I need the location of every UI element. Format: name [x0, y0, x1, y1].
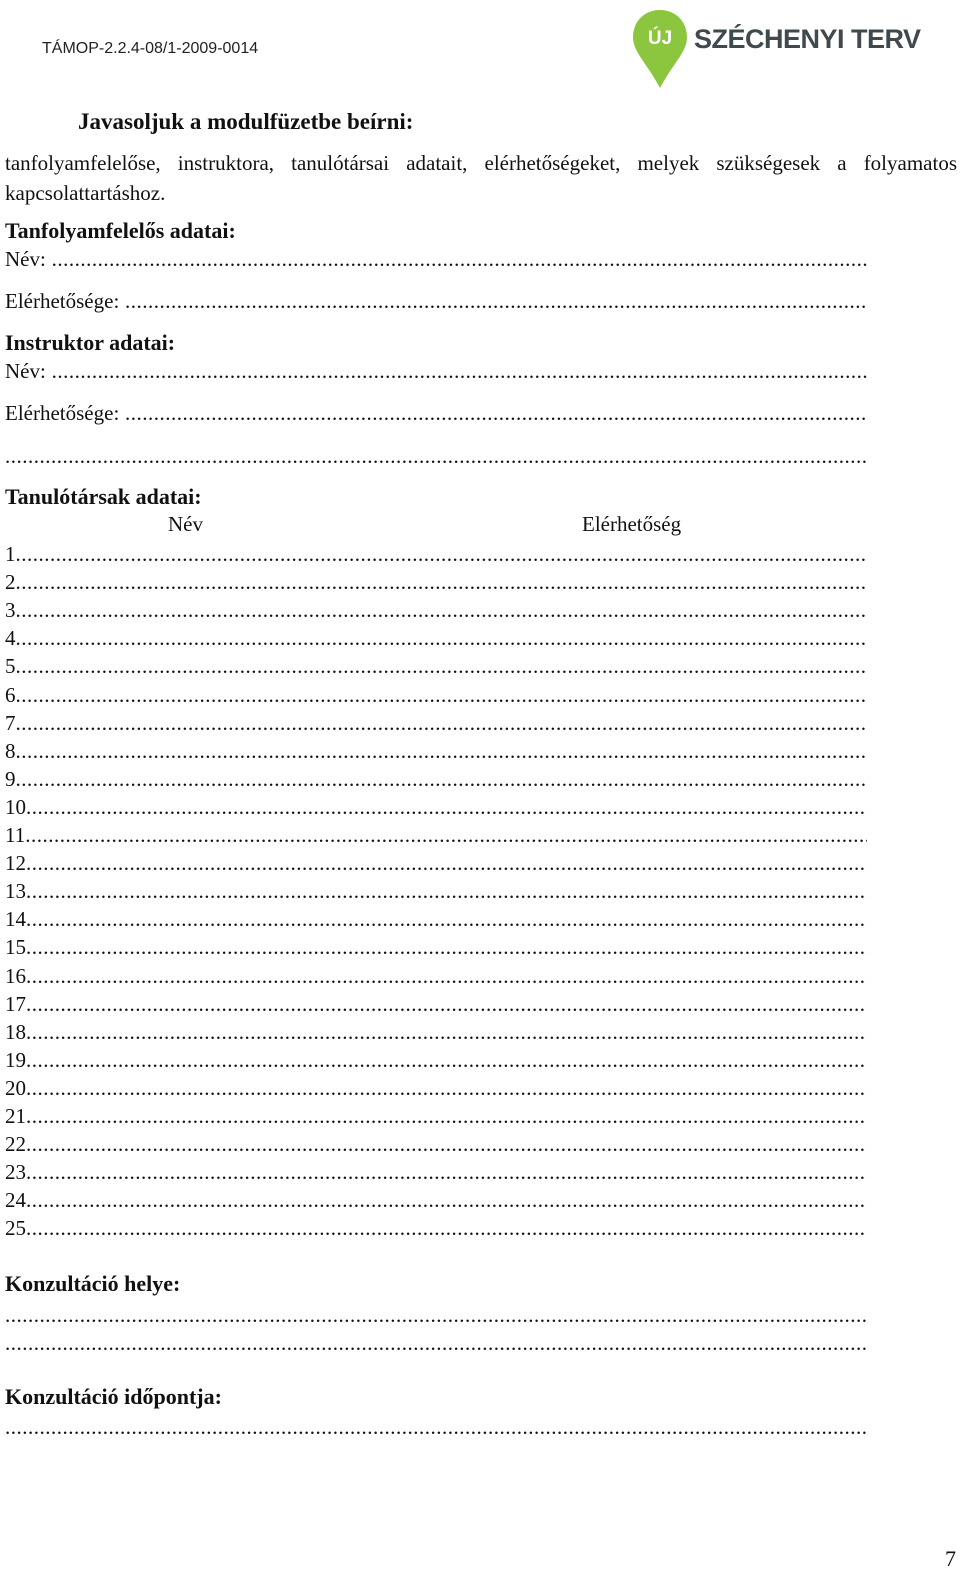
classmate-row[interactable] [5, 906, 867, 932]
classmate-row[interactable] [5, 597, 867, 623]
project-code: TÁMOP-2.2.4-08/1-2009-0014 [42, 40, 259, 57]
classmate-row[interactable] [5, 1215, 867, 1241]
consultation-place-heading: Konzultáció helye: [5, 1271, 181, 1296]
course-leader-name-field[interactable] [5, 246, 867, 272]
row-number: 3 [5, 598, 16, 623]
logo-text: SZÉCHENYI TERV [694, 24, 921, 54]
row-number: 2 [5, 570, 16, 595]
consultation-place-field-2[interactable] [5, 1330, 867, 1356]
instructor-name-field[interactable] [5, 358, 867, 384]
classmate-row[interactable] [5, 794, 867, 820]
instructor-contact-field[interactable] [5, 400, 867, 426]
classmate-row[interactable] [5, 963, 867, 989]
classmate-row[interactable] [5, 1103, 867, 1129]
row-number: 10 [5, 794, 26, 819]
classmate-row[interactable] [5, 653, 867, 679]
row-number: 1 [5, 542, 16, 566]
row-number: 20 [5, 1075, 26, 1100]
classmates-heading: Tanulótársak adatai: [5, 484, 202, 509]
row-number: 7 [5, 710, 16, 735]
consultation-time-field[interactable] [5, 1414, 867, 1440]
row-number: 23 [5, 1160, 26, 1185]
map-pin-icon [630, 8, 690, 92]
row-number: 11 [5, 823, 26, 847]
row-number: 12 [5, 851, 26, 876]
row-number: 9 [5, 766, 16, 791]
row-number: 13 [5, 879, 26, 904]
course-leader-contact-field[interactable] [5, 288, 867, 314]
row-number: 16 [5, 963, 26, 988]
row-number: 15 [5, 935, 26, 960]
row-number: 4 [5, 626, 16, 651]
intro-paragraph: tanfolyamfelelőse, instruktora, tanulótársai adatait, elérhetőségeket, melyek szükségesek a folyamatos kapcsolattartáshoz. [5, 151, 957, 205]
classmate-row[interactable] [5, 1075, 867, 1101]
instructor-contact-extra-field[interactable] [5, 443, 867, 469]
classmate-row[interactable] [5, 1047, 867, 1073]
contact-label: Elérhetősége: [5, 401, 120, 425]
page-title: Javasoljuk a modulfüzetbe beírni: [78, 109, 414, 134]
col-name-header: Név [168, 512, 203, 536]
classmate-row[interactable] [5, 541, 867, 567]
classmate-row[interactable] [5, 1159, 867, 1185]
logo-pin-text: ÚJ [647, 28, 673, 49]
name-label: Név: [5, 359, 46, 383]
classmate-row[interactable] [5, 991, 867, 1017]
classmate-row[interactable] [5, 710, 867, 736]
consultation-place-field-1[interactable] [5, 1302, 867, 1328]
classmate-row[interactable] [5, 738, 867, 764]
contact-label: Elérhetősége: [5, 289, 120, 313]
classmate-row[interactable] [5, 625, 867, 651]
row-number: 8 [5, 738, 16, 763]
col-contact-header: Elérhetőség [582, 512, 682, 536]
row-number: 19 [5, 1047, 26, 1072]
course-leader-heading: Tanfolyamfelelős adatai: [5, 218, 236, 243]
row-number: 14 [5, 907, 26, 932]
classmate-row[interactable] [5, 1131, 867, 1157]
classmate-row[interactable] [5, 878, 867, 904]
row-number: 5 [5, 654, 16, 679]
row-number: 25 [5, 1216, 26, 1241]
row-number: 24 [5, 1188, 26, 1213]
consultation-time-heading: Konzultáció időpontja: [5, 1384, 222, 1409]
row-number: 21 [5, 1104, 26, 1128]
classmate-row[interactable] [5, 822, 867, 848]
row-number: 6 [5, 682, 16, 707]
classmate-row[interactable] [5, 1187, 867, 1213]
classmate-row[interactable] [5, 766, 867, 792]
row-number: 17 [5, 991, 26, 1016]
name-label: Név: [5, 247, 46, 271]
szechenyi-terv-logo [630, 8, 921, 92]
classmate-row[interactable] [5, 569, 867, 595]
row-number: 18 [5, 1019, 26, 1044]
instructor-heading: Instruktor adatai: [5, 330, 176, 355]
classmate-row[interactable] [5, 682, 867, 708]
classmate-row[interactable] [5, 934, 867, 960]
classmate-row[interactable] [5, 850, 867, 876]
page-number: 7 [945, 1546, 956, 1571]
classmate-row[interactable] [5, 1019, 867, 1045]
row-number: 22 [5, 1132, 26, 1157]
